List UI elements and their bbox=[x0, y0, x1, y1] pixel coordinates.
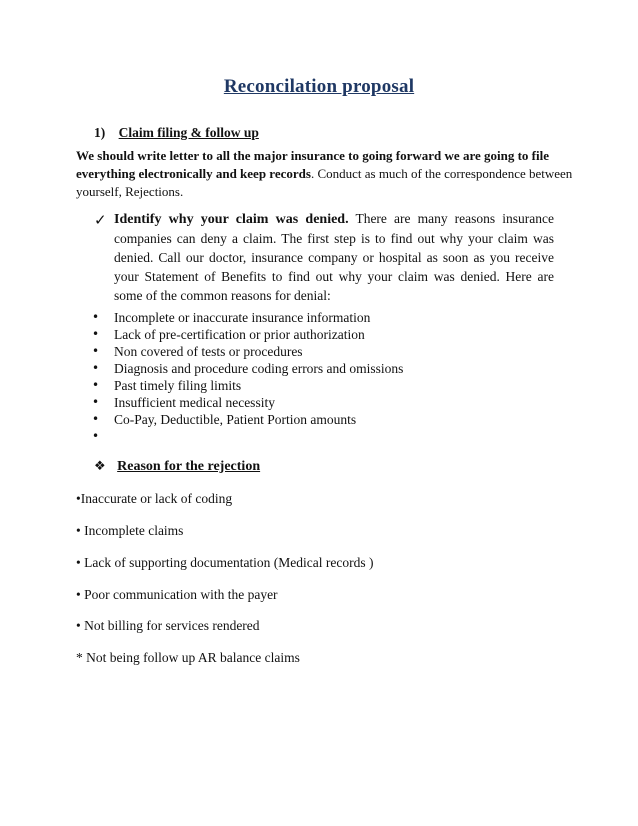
rejection-reason-item: • Lack of supporting documentation (Medical records ) bbox=[76, 555, 374, 570]
checkmark-icon: ✓ bbox=[94, 211, 107, 229]
section-heading-text: Claim filing & follow up bbox=[118, 125, 259, 140]
rejection-reason-item: • Poor communication with the payer bbox=[76, 587, 278, 602]
rejection-reason-item: • Not billing for services rendered bbox=[76, 618, 260, 633]
list-item: • Lack of pre-certification or prior authorization bbox=[90, 326, 403, 343]
list-item: • Insufficient medical necessity bbox=[90, 394, 403, 411]
document-title: Reconcilation proposal bbox=[223, 76, 415, 97]
rejection-heading bbox=[94, 459, 260, 475]
intro-paragraph bbox=[76, 147, 576, 201]
rejection-reason-item: •Inaccurate or lack of coding bbox=[76, 491, 233, 506]
list-item: • Past timely filing limits bbox=[90, 377, 403, 394]
intro-bold-text: We should write letter to all the major insurance to going forward we are going to file everything electronically and keep records bbox=[76, 148, 549, 181]
check-item bbox=[94, 209, 554, 305]
list-item bbox=[90, 428, 403, 445]
diamond-bullet-icon: ❖ bbox=[94, 459, 106, 474]
rejection-reason-item: • Incomplete claims bbox=[76, 523, 184, 538]
rejection-reason-item: * Not being follow up AR balance claims bbox=[76, 650, 300, 665]
list-item: • Incomplete or inaccurate insurance information bbox=[90, 309, 403, 326]
list-item: • Co-Pay, Deductible, Patient Portion amounts bbox=[90, 411, 403, 428]
list-item: • Diagnosis and procedure coding errors and omissions bbox=[90, 360, 403, 377]
denial-reasons-list bbox=[90, 309, 403, 445]
check-item-bold: Identify why your claim was denied. bbox=[114, 212, 349, 227]
check-item-text bbox=[114, 209, 554, 305]
intro-normal-text: . Conduct as much of the correspondence between yourself, Rejections. bbox=[76, 166, 573, 199]
list-item: • Non covered of tests or procedures bbox=[90, 343, 403, 360]
check-item-body: There are many reasons insurance companies can deny a claim. The first step is to find out why your claim was denied. Call our doctor, insurance company or hospital as soon as you receive your Statement of Benefits to find out why your claim was denied. Here are some of the common reasons for denial: bbox=[114, 211, 554, 303]
section-number: 1) bbox=[94, 125, 106, 140]
rejection-heading-text: Reason for the rejection bbox=[117, 459, 261, 474]
section-heading bbox=[94, 125, 259, 141]
